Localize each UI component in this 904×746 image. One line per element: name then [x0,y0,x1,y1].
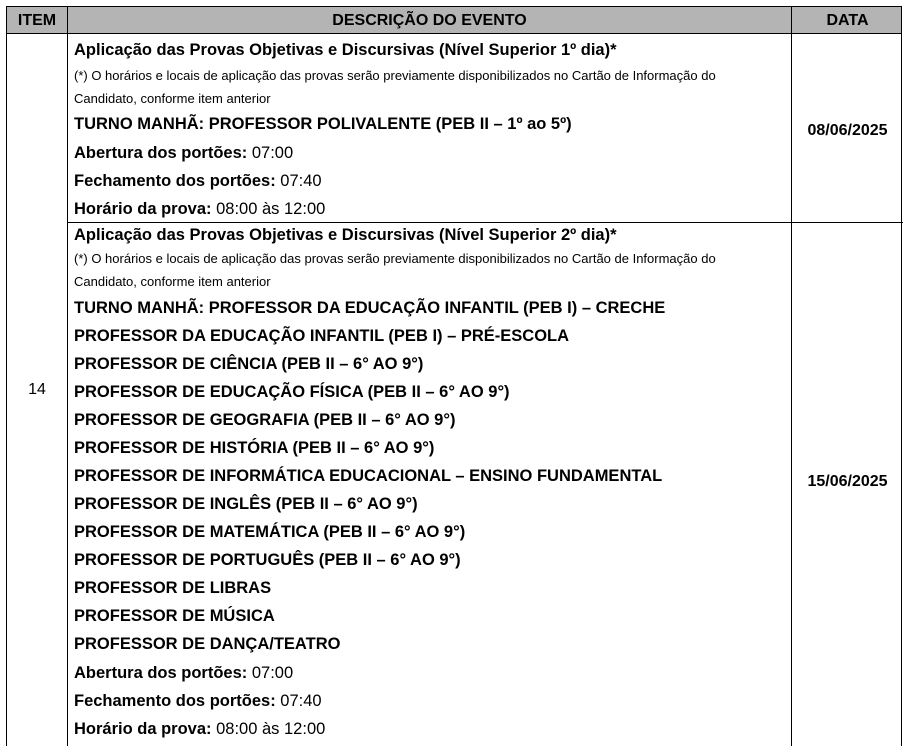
table-header [7,7,901,34]
opening-value: 07:00 [247,664,294,682]
column-divider [791,7,792,746]
position-item: PROFESSOR DE INFORMÁTICA EDUCACIONAL – ENSINO FUNDAMENTAL [74,467,663,485]
position-item: PROFESSOR DE LIBRAS [74,579,272,597]
header-description: DESCRIÇÃO DO EVENTO [332,11,527,29]
event2-closing [74,691,789,711]
exam-time-label: Horário da prova: [74,720,212,738]
position-item: PROFESSOR DE INGLÊS (PEB II – 6° AO 9°) [74,495,418,513]
schedule-table [6,6,902,746]
closing-value: 07:40 [275,692,322,710]
opening-value: 07:00 [247,144,294,162]
column-divider [67,7,68,746]
event2-note-line1: (*) O horários e locais de aplicação das provas serão previamente disponibilizados no Cartão de Informação do [74,251,716,266]
exam-time-label: Horário da prova: [74,200,212,218]
event2-exam-time [74,719,789,739]
event2-title: Aplicação das Provas Objetivas e Discursivas (Nível Superior 2º dia)* [74,226,617,244]
event1-closing [74,171,789,191]
exam-time-value: 08:00 às 12:00 [211,720,326,738]
header-date: DATA [826,11,869,29]
event2-note-line2: Candidato, conforme item anterior [74,274,271,289]
event1-note-line1: (*) O horários e locais de aplicação das provas serão previamente disponibilizados no Cartão de Informação do [74,68,716,83]
row-divider [68,222,903,223]
event2-date: 15/06/2025 [807,473,888,490]
opening-label: Abertura dos portões: [74,664,248,682]
position-item: PROFESSOR DE PORTUGUÊS (PEB II – 6° AO 9°) [74,551,461,569]
position-item: PROFESSOR DE MATEMÁTICA (PEB II – 6° AO 9°) [74,523,466,541]
position-item: PROFESSOR DE HISTÓRIA (PEB II – 6° AO 9°) [74,439,435,457]
header-item: ITEM [17,11,57,29]
event2-opening [74,663,789,683]
position-item: PROFESSOR DE EDUCAÇÃO FÍSICA (PEB II – 6° AO 9°) [74,383,510,401]
item-number: 14 [28,381,46,398]
exam-time-value: 08:00 às 12:00 [211,200,326,218]
closing-label: Fechamento dos portões: [74,172,276,190]
position-item: PROFESSOR DE DANÇA/TEATRO [74,635,341,653]
closing-value: 07:40 [275,172,322,190]
event1-date: 08/06/2025 [807,122,888,139]
position-item: TURNO MANHÃ: PROFESSOR DA EDUCAÇÃO INFANTIL (PEB I) – CRECHE [74,299,666,317]
event1-shift: TURNO MANHÃ: PROFESSOR POLIVALENTE (PEB II – 1º ao 5º) [74,115,572,133]
event1-title: Aplicação das Provas Objetivas e Discursivas (Nível Superior 1º dia)* [74,41,617,59]
position-item: PROFESSOR DE CIÊNCIA (PEB II – 6° AO 9°) [74,355,424,373]
event1-note-line2: Candidato, conforme item anterior [74,91,271,106]
closing-label: Fechamento dos portões: [74,692,276,710]
position-item: PROFESSOR DE GEOGRAFIA (PEB II – 6° AO 9°) [74,411,456,429]
event1-opening [74,143,789,163]
position-item: PROFESSOR DA EDUCAÇÃO INFANTIL (PEB I) – PRÉ-ESCOLA [74,327,570,345]
position-item: PROFESSOR DE MÚSICA [74,607,275,625]
opening-label: Abertura dos portões: [74,144,248,162]
event1-exam-time [74,199,789,219]
